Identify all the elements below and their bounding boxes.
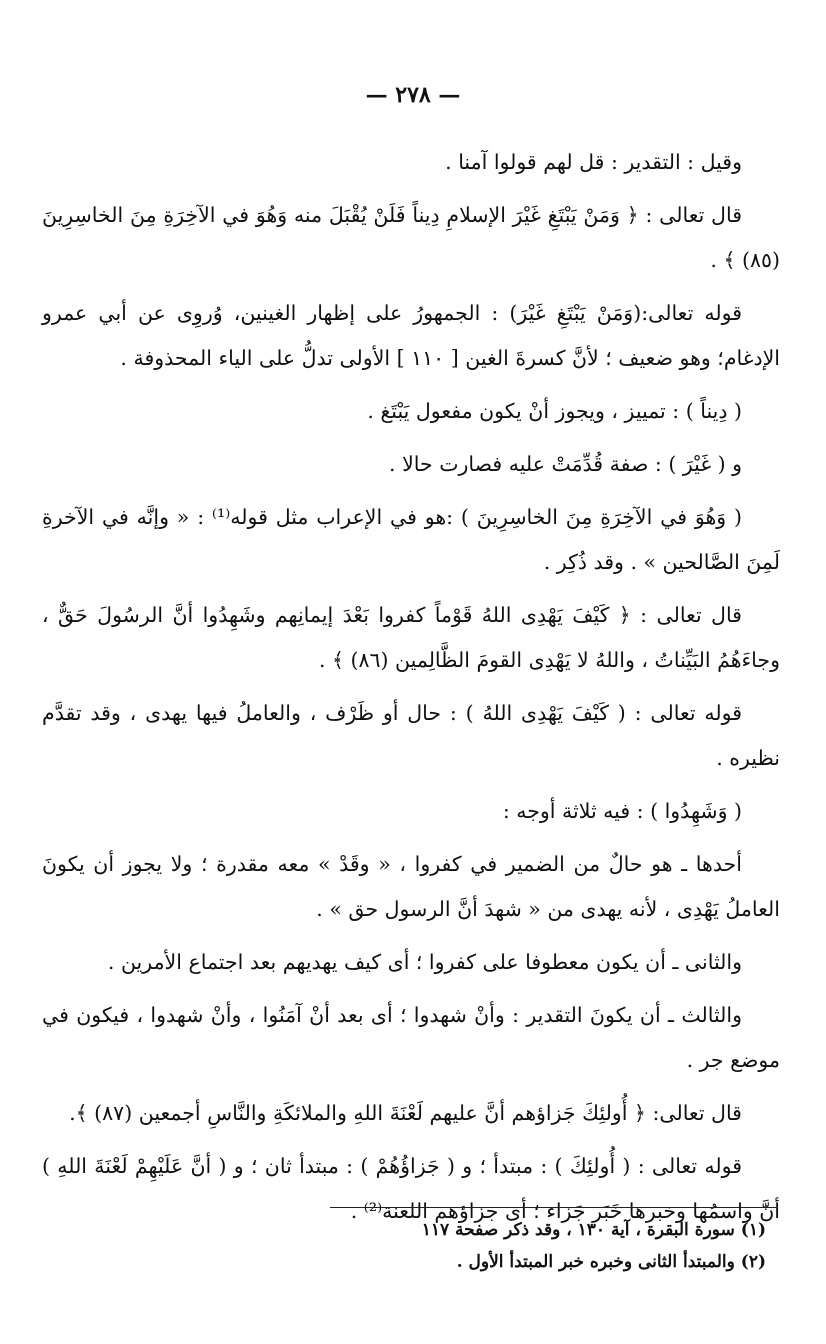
paragraph: قوله تعالى : ( كَيْفَ يَهْدِى اللهُ ) : حال أو ظَرْف ، والعاملُ فيها يهدى ، وقد تقدَّم نظيره . xyxy=(42,701,780,770)
paragraph: ( وَشَهِدُوا ) : فيه ثلاثة أوجه : xyxy=(502,799,742,823)
paragraph: قال تعالى : ﴿ كَيْفَ يَهْدِى اللهُ قَوْماً كفروا بَعْدَ إيمانِهم وشَهِدُوا أنَّ الرسُولَ حَقٌّ ، وجاءَهُمُ البَيِّناتُ ، واللهُ لا يَهْدِى القومَ الظَّالِمين (٨٦) ﴾ . xyxy=(42,603,780,672)
footnote: (٢) والمبتدأ الثانى وخبره خبر المبتدأ الأول . xyxy=(456,1252,766,1272)
paragraph: والثالث ـ أن يكونَ التقدير : وأنْ شهدوا ؛ أى بعد أنْ آمَنُوا ، وأنْ شهدوا ، فيكون في موضع جر . xyxy=(42,1003,780,1072)
footnotes xyxy=(200,1214,766,1278)
paragraph: أحدها ـ هو حالٌ من الضمير في كفروا ، « وقَدْ » معه مقدرة ؛ ولا يجوز أن يكونَ العاملُ يَهْدِى ، لأنه يهدى من « شهدَ أنَّ الرسول حق » . xyxy=(42,852,780,921)
paragraph: قوله تعالى:(وَمَنْ يَبْتَغِ غَيْرَ) : الجمهورُ على إظهار الغينين، وُروِى عن أبي عمرو الإدغام؛ وهو ضعيف ؛ لأنَّ كسرةَ الغين [ ١١٠ ] الأولى تدلُّ على الياء المحذوفة . xyxy=(42,301,780,370)
footnote: (١) سورة البقرة ، آية ١٣٠ ، وقد ذكر صفحة ١١٧ xyxy=(421,1220,766,1240)
paragraph: قال تعالى : ﴿ وَمَنْ يَبْتَغِ غَيْرَ الإسلامِ دِيناً فَلَنْ يُقْبَلَ منه وَهُوَ في الآخِرَةِ مِنَ الخاسِرِينَ (٨٥) ﴾ . xyxy=(42,203,780,272)
paragraph: ( دِيناً ) : تمييز ، ويجوز أنْ يكون مفعول يَبْتَغ . xyxy=(367,399,742,423)
paragraph: قوله تعالى : ( أُولئِكَ ) : مبتدأ ؛ و ( جَزاؤُهُمْ ) : مبتدأ ثان ؛ و ( أنَّ عَلَيْهِمْ لَعْنَةَ اللهِ ) أنَّ واسمُها وخبرها خَبَر جَزاء ؛ أى جزاؤهم اللعنة⁽²⁾ . xyxy=(42,1154,780,1223)
body-text xyxy=(42,140,780,1242)
page-number: — ٢٧٨ — xyxy=(365,82,461,108)
paragraph: ( وَهُوَ في الآخِرَةِ مِنَ الخاسِرِينَ ) :هو في الإعراب مثل قوله⁽¹⁾ : « وإنَّه في الآخرةِ لَمِنَ الصَّالحين » . وقد ذُكِر . xyxy=(42,505,780,574)
paragraph: و ( غَيْرَ ) : صفة قُدِّمَتْ عليه فصارت حالا . xyxy=(389,452,742,476)
paragraph: والثانى ـ أن يكون معطوفا على كفروا ؛ أى كيف يهديهم بعد اجتماع الأمرين . xyxy=(107,950,742,974)
paragraph: قال تعالى: ﴿ أُولئِكَ جَزاؤهم أنَّ عليهم لَعْنَةَ اللهِ والملائكَةِ والنَّاسِ أجمعين (٨٧) ﴾. xyxy=(69,1101,742,1125)
paragraph: وقيل : التقدير : قل لهم قولوا آمنا . xyxy=(445,150,742,174)
footnote-divider xyxy=(330,1207,776,1208)
